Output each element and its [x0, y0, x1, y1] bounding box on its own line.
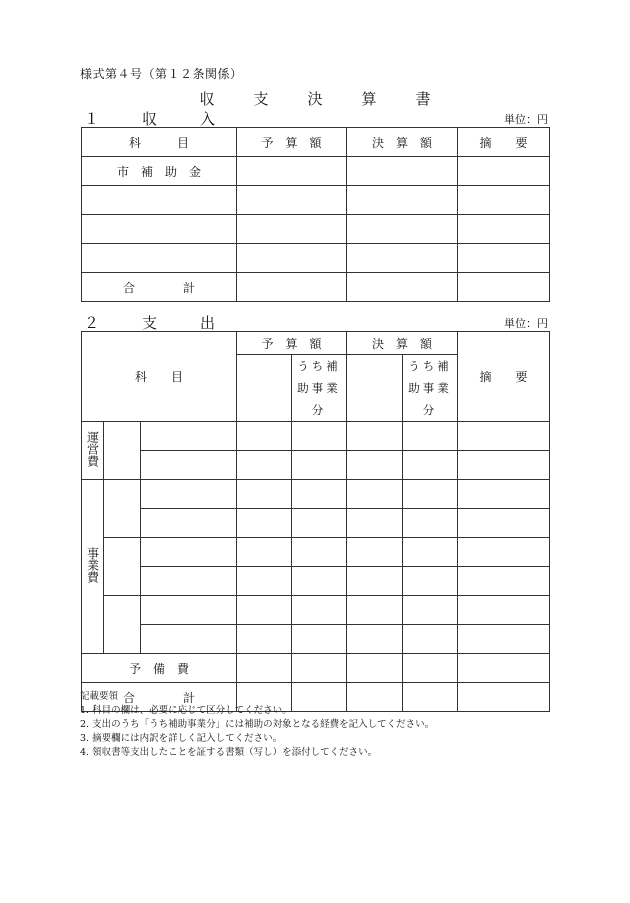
- expense-budget-cell[interactable]: [237, 596, 292, 625]
- expense-row: [82, 451, 550, 480]
- income-budget-cell[interactable]: [237, 244, 347, 273]
- expense-budget-cell[interactable]: [237, 451, 292, 480]
- note-item: 2. 支出のうち「うち補助事業分」には補助の対象となる経費を記入してください。: [80, 719, 435, 730]
- income-subject-cell[interactable]: [82, 244, 237, 273]
- expense-category-cell[interactable]: [104, 538, 141, 596]
- expense-col-budget: 予 算 額: [237, 332, 347, 355]
- expense-remarks-cell[interactable]: [458, 567, 550, 596]
- expense-settlement-cell[interactable]: [347, 451, 403, 480]
- income-row: [82, 186, 550, 215]
- note-item: 3. 摘要欄には内訳を詳しく記入してください。: [80, 733, 283, 744]
- expense-total-remarks-cell[interactable]: [458, 683, 550, 712]
- income-table: [81, 127, 550, 302]
- income-remarks-cell[interactable]: [458, 244, 550, 273]
- expense-settlement-cell[interactable]: [347, 567, 403, 596]
- income-col-remarks: 摘 要: [458, 128, 550, 157]
- document-title: 収 支 決 算 書: [199, 90, 443, 108]
- expense-item-cell[interactable]: [141, 567, 237, 596]
- expense-remarks-cell[interactable]: [458, 596, 550, 625]
- income-remarks-cell[interactable]: [458, 215, 550, 244]
- notes-heading: 記載要領: [80, 691, 119, 702]
- income-subject-cell[interactable]: 市 補 助 金: [82, 157, 237, 186]
- expense-row: [82, 422, 550, 451]
- income-settlement-cell[interactable]: [347, 157, 458, 186]
- expense-item-cell[interactable]: [141, 480, 237, 509]
- income-total-budget-cell[interactable]: [237, 273, 347, 302]
- expense-table: [81, 331, 550, 712]
- income-unit: 単位：円: [504, 113, 548, 126]
- expense-settlement-subsidy-cell[interactable]: [403, 625, 458, 654]
- expense-row: [82, 509, 550, 538]
- expense-budget-cell[interactable]: [237, 422, 292, 451]
- expense-budget-subsidy-cell[interactable]: [292, 596, 347, 625]
- expense-item-cell[interactable]: [141, 625, 237, 654]
- expense-remarks-cell[interactable]: [458, 451, 550, 480]
- expense-group-project: [82, 480, 104, 654]
- expense-group-operation: [82, 422, 104, 480]
- expense-settlement-cell[interactable]: [347, 596, 403, 625]
- expense-settlement-subsidy-cell[interactable]: [403, 538, 458, 567]
- expense-col-subject: 科 目: [82, 332, 237, 422]
- expense-item-cell[interactable]: [141, 422, 237, 451]
- expense-section-title: ２ 支 出: [84, 314, 230, 332]
- expense-settlement-subsidy-header: うち補助事業分: [403, 355, 458, 422]
- expense-category-cell[interactable]: [104, 480, 141, 538]
- expense-settlement-cell[interactable]: [347, 538, 403, 567]
- expense-row: [82, 567, 550, 596]
- expense-row: [82, 480, 550, 509]
- income-header-row: [82, 128, 550, 157]
- expense-settlement-total-header: [347, 355, 403, 422]
- expense-item-cell[interactable]: [141, 451, 237, 480]
- expense-settlement-subsidy-cell[interactable]: [403, 509, 458, 538]
- expense-budget-cell[interactable]: [237, 567, 292, 596]
- income-row: [82, 244, 550, 273]
- expense-budget-subsidy-cell[interactable]: [292, 509, 347, 538]
- expense-budget-cell[interactable]: [237, 509, 292, 538]
- expense-settlement-cell[interactable]: [347, 625, 403, 654]
- income-subject-cell[interactable]: [82, 215, 237, 244]
- income-row: [82, 157, 550, 186]
- expense-item-cell[interactable]: [141, 596, 237, 625]
- income-budget-cell[interactable]: [237, 186, 347, 215]
- expense-budget-subsidy-cell[interactable]: [292, 451, 347, 480]
- expense-item-cell[interactable]: [141, 509, 237, 538]
- expense-header-row: [82, 332, 550, 355]
- expense-total-label: 合 計: [82, 683, 237, 712]
- expense-budget-subsidy-cell[interactable]: [292, 625, 347, 654]
- expense-settlement-subsidy-cell[interactable]: [403, 422, 458, 451]
- expense-settlement-cell[interactable]: [347, 422, 403, 451]
- expense-reserve-settlement-subsidy-cell[interactable]: [403, 654, 458, 683]
- expense-reserve-remarks-cell[interactable]: [458, 654, 550, 683]
- expense-settlement-subsidy-cell[interactable]: [403, 451, 458, 480]
- income-col-settlement: 決 算 額: [347, 128, 458, 157]
- expense-reserve-row: [82, 654, 550, 683]
- income-settlement-cell[interactable]: [347, 186, 458, 215]
- notes-section: [80, 690, 434, 760]
- expense-remarks-cell[interactable]: [458, 422, 550, 451]
- expense-settlement-subsidy-cell[interactable]: [403, 480, 458, 509]
- expense-category-cell[interactable]: [104, 596, 141, 654]
- expense-budget-subsidy-header: うち補助事業分: [292, 355, 347, 422]
- income-budget-cell[interactable]: [237, 215, 347, 244]
- expense-reserve-budget-cell[interactable]: [237, 654, 292, 683]
- expense-item-cell[interactable]: [141, 538, 237, 567]
- expense-budget-subsidy-cell[interactable]: [292, 567, 347, 596]
- note-item: 1. 科目の欄は、必要に応じて区分してください。: [80, 705, 292, 716]
- expense-row: [82, 538, 550, 567]
- income-settlement-cell[interactable]: [347, 215, 458, 244]
- income-total-label: 合 計: [82, 273, 237, 302]
- expense-settlement-cell[interactable]: [347, 480, 403, 509]
- income-total-remarks-cell[interactable]: [458, 273, 550, 302]
- income-col-subject: 科 目: [82, 128, 237, 157]
- expense-budget-subsidy-cell[interactable]: [292, 480, 347, 509]
- expense-budget-subsidy-cell[interactable]: [292, 538, 347, 567]
- expense-row: [82, 596, 550, 625]
- expense-row: [82, 625, 550, 654]
- expense-group-operation-label: 運営費: [85, 431, 100, 467]
- form-number: 様式第４号（第１２条関係）: [80, 67, 243, 81]
- expense-settlement-cell[interactable]: [347, 509, 403, 538]
- income-total-row: [82, 273, 550, 302]
- expense-remarks-cell[interactable]: [458, 480, 550, 509]
- income-row: [82, 215, 550, 244]
- expense-col-remarks: 摘 要: [458, 332, 550, 422]
- income-remarks-cell[interactable]: [458, 186, 550, 215]
- expense-remarks-cell[interactable]: [458, 625, 550, 654]
- expense-settlement-subsidy-cell[interactable]: [403, 567, 458, 596]
- expense-reserve-settlement-cell[interactable]: [347, 654, 403, 683]
- expense-settlement-subsidy-cell[interactable]: [403, 596, 458, 625]
- expense-budget-cell[interactable]: [237, 625, 292, 654]
- income-subject-cell[interactable]: [82, 186, 237, 215]
- expense-budget-cell[interactable]: [237, 538, 292, 567]
- expense-remarks-cell[interactable]: [458, 509, 550, 538]
- expense-col-settlement: 決 算 額: [347, 332, 458, 355]
- expense-reserve-budget-subsidy-cell[interactable]: [292, 654, 347, 683]
- expense-budget-total-header: [237, 355, 292, 422]
- income-col-budget: 予 算 額: [237, 128, 347, 157]
- expense-group-project-label: 事業費: [85, 547, 100, 583]
- income-section-title: １ 収 入: [84, 110, 230, 128]
- expense-remarks-cell[interactable]: [458, 538, 550, 567]
- income-budget-cell[interactable]: [237, 157, 347, 186]
- expense-reserve-label: 予 備 費: [82, 654, 237, 683]
- expense-budget-cell[interactable]: [237, 480, 292, 509]
- expense-category-cell[interactable]: [104, 422, 141, 480]
- income-remarks-cell[interactable]: [458, 157, 550, 186]
- note-item: 4. 領収書等支出したことを証する書類（写し）を添付してください。: [80, 747, 378, 758]
- income-settlement-cell[interactable]: [347, 244, 458, 273]
- income-total-settlement-cell[interactable]: [347, 273, 458, 302]
- expense-budget-subsidy-cell[interactable]: [292, 422, 347, 451]
- expense-unit: 単位：円: [504, 317, 548, 330]
